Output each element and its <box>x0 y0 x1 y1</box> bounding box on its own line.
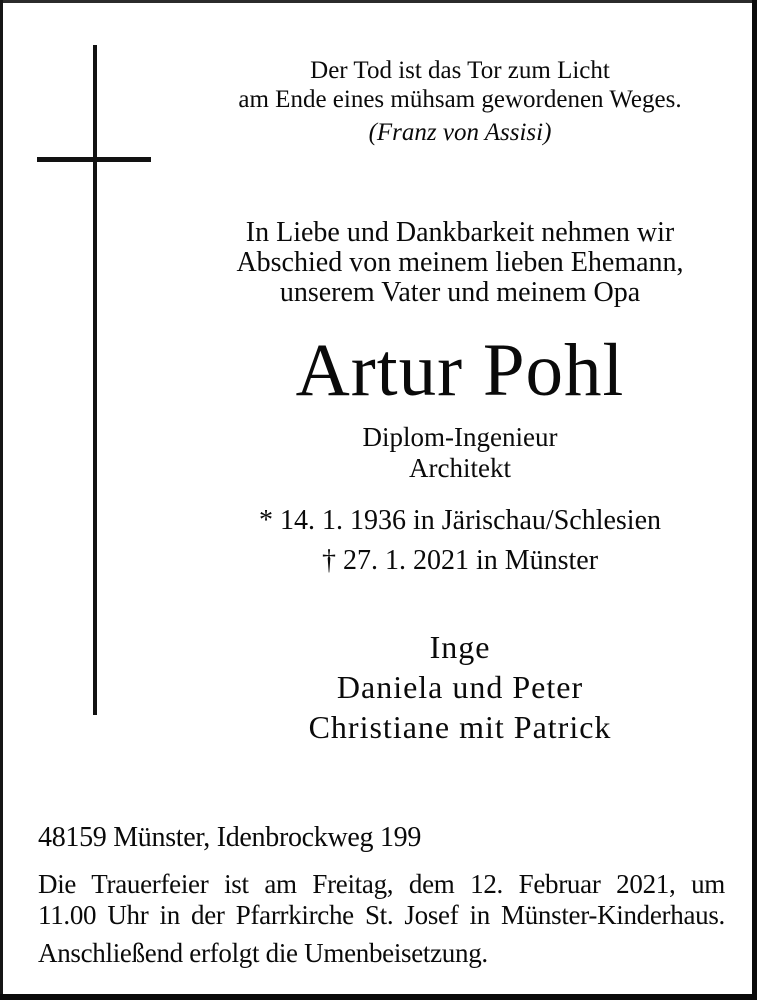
deceased-name: Artur Pohl <box>295 329 625 412</box>
mourners-list <box>160 627 757 747</box>
funeral-line-3: Anschließend erfolgt die Umenbeisetzung. <box>38 938 488 968</box>
intro-line-2: Abschied von meinem lieben Ehemann, <box>236 247 684 278</box>
epigraph-line-1: Der Tod ist das Tor zum Licht <box>310 57 610 84</box>
epigraph-attribution: (Franz von Assisi) <box>368 119 552 146</box>
epigraph-line-2: am Ende eines mühsam gewordenen Weges. <box>238 86 682 113</box>
mourner-line: Daniela und Peter <box>336 669 584 705</box>
birth-date: * 14. 1. 1936 in Järischau/Schlesien <box>258 505 662 536</box>
page-border-left <box>0 0 3 1000</box>
page-border-bottom <box>0 994 757 1000</box>
deceased-titles <box>160 422 757 484</box>
funeral-announcement <box>38 869 725 969</box>
page-border-top <box>0 0 757 3</box>
cross-horizontal-bar <box>37 157 151 162</box>
deceased-title-2: Architekt <box>409 453 511 483</box>
intro-line-1: In Liebe und Dankbarkeit nehmen wir <box>245 217 675 248</box>
intro-line-3: unserem Vater und meinem Opa <box>279 277 641 308</box>
epigraph-quote <box>160 56 757 114</box>
life-dates <box>160 501 757 581</box>
cross-vertical-bar <box>93 45 97 715</box>
intro-text <box>160 218 757 308</box>
funeral-line-1: Die Trauerfeier ist am Freitag, dem 12. Februar 2021, um <box>38 869 725 899</box>
page-border-right <box>752 0 757 1000</box>
death-date: † 27. 1. 2021 in Münster <box>321 545 599 576</box>
contact-address: 48159 Münster, Idenbrockweg 199 <box>38 822 422 853</box>
funeral-line-2: 11.00 Uhr in der Pfarrkirche St. Josef in Münster-Kinderhaus. <box>38 900 725 930</box>
deceased-title-1: Diplom-Ingenieur <box>362 422 558 452</box>
mourner-line: Inge <box>429 629 491 665</box>
mourner-line: Christiane mit Patrick <box>308 709 612 745</box>
